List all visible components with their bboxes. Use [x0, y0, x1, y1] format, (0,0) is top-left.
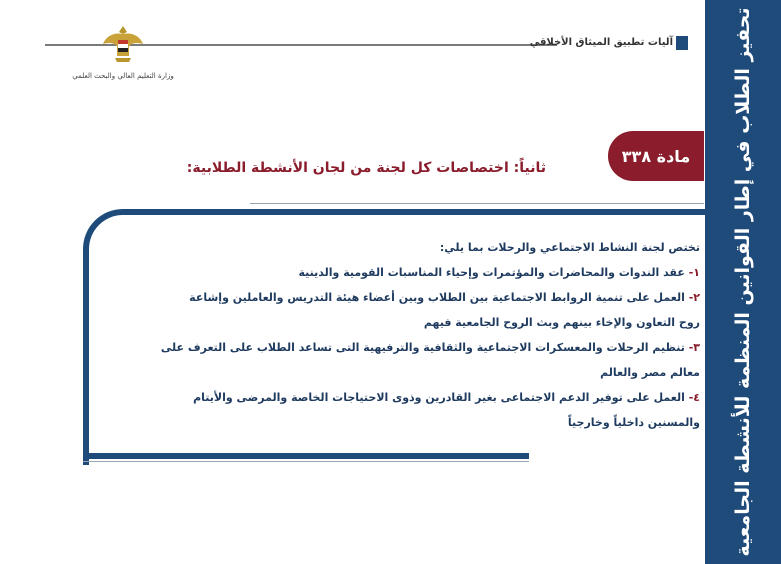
item-number: ١- — [688, 266, 700, 279]
item-number: ٣- — [688, 341, 700, 354]
item-text: روح التعاون والإخاء بينهم وبث الروح الجامعية فيهم — [423, 316, 700, 329]
frame-top-line — [250, 203, 704, 204]
list-item — [100, 335, 700, 360]
item-text: العمل على تنمية الروابط الاجتماعية بين الطلاب وبين أعضاء هيئة التدريس والعاملين وإشاعة — [189, 291, 689, 304]
content-body — [100, 235, 700, 435]
item-text: عقد الندوات والمحاضرات والمؤتمرات وإحياء المناسبات القومية والدينية — [298, 266, 689, 279]
list-item — [100, 260, 700, 285]
header-title: آليات تطبيق الميثاق الأخلاقي — [529, 37, 673, 48]
item-number: ٤- — [688, 391, 700, 404]
item-text: تنظيم الرحلات والمعسكرات الاجتماعية والثقافية والترفيهية التى تساعد الطلاب على التعرف على — [160, 341, 689, 354]
item-text: العمل على توفير الدعم الاجتماعى بغير القادرين وذوى الاحتياجات الخاصة والمرضى والأيتام — [193, 391, 689, 404]
header-accent — [676, 36, 688, 50]
side-band — [705, 0, 781, 564]
frame-bottom-bar — [83, 453, 529, 459]
list-item — [100, 385, 700, 410]
item-text: والمسنين داخلياً وخارجياً — [567, 416, 700, 429]
article-tab — [608, 131, 704, 181]
list-item-continuation — [100, 410, 700, 435]
list-item-continuation — [100, 310, 700, 335]
item-number: ٢- — [688, 291, 700, 304]
frame-bottom-line — [83, 461, 529, 462]
ministry-name: وزارة التعليم العالي والبحث العلمي — [72, 72, 174, 80]
article-label: مادة ٣٣٨ — [621, 146, 691, 166]
item-text: معالم مصر والعالم — [600, 366, 700, 379]
list-item — [100, 285, 700, 310]
list-item-continuation — [100, 360, 700, 385]
egypt-eagle-emblem-icon — [100, 22, 146, 68]
content-intro: تختص لجنة النشاط الاجتماعي والرحلات بما يلي: — [439, 241, 700, 254]
section-title: ثانياً: اختصاصات كل لجنة من لجان الأنشطة الطلابية: — [186, 160, 546, 176]
side-band-title: تحفيز الطلاب في إطار القوانين المنظمة للأنشطة الجامعية — [732, 7, 754, 557]
